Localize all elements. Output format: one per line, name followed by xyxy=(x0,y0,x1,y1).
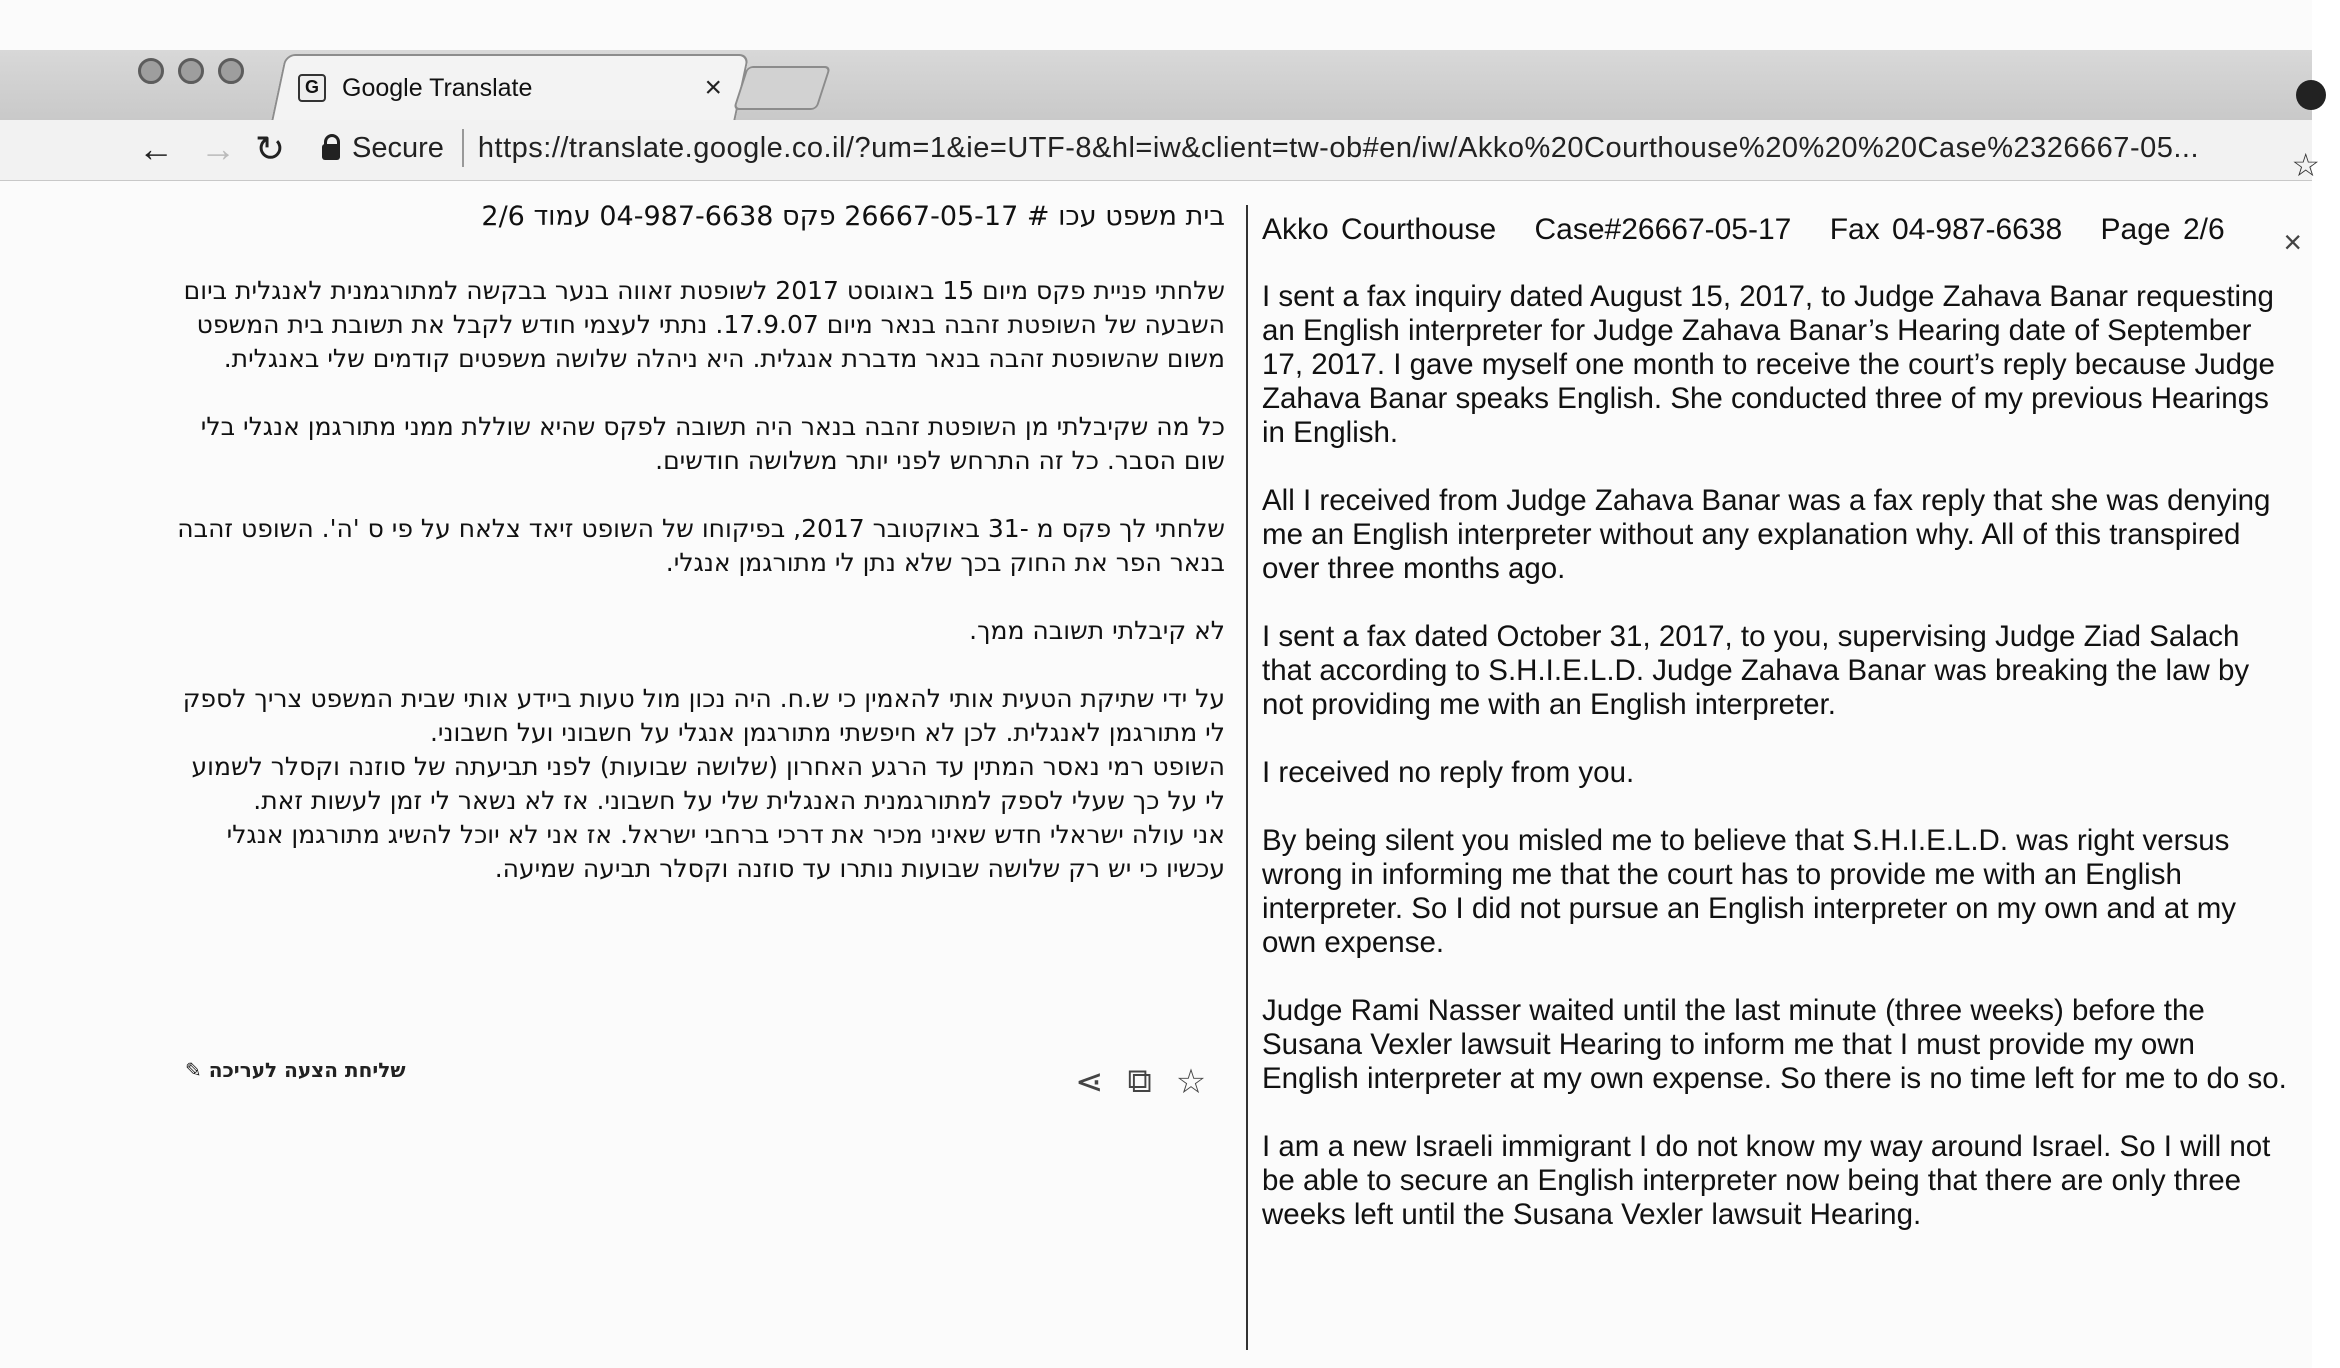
address-separator xyxy=(462,129,464,167)
translation-output-panel xyxy=(175,200,1225,1100)
header-case: Case#26667-05-17 xyxy=(1534,213,1792,246)
english-header xyxy=(1262,210,2302,260)
tab-close-icon[interactable]: × xyxy=(704,71,722,104)
output-actions xyxy=(1075,1062,1206,1102)
english-source-text[interactable] xyxy=(1262,280,2292,1232)
star-icon[interactable]: ☆ xyxy=(1175,1063,1207,1101)
close-window-button[interactable] xyxy=(138,58,164,84)
suggest-edit-link[interactable] xyxy=(185,1058,406,1082)
profile-icon[interactable] xyxy=(2296,80,2326,110)
zoom-window-button[interactable] xyxy=(218,58,244,84)
back-icon[interactable]: ← xyxy=(138,128,174,169)
header-court: Akko Courthouse xyxy=(1262,213,1497,246)
copy-icon[interactable]: ⧉ xyxy=(1127,1062,1152,1100)
english-paragraph-1: I sent a fax inquiry dated August 15, 2017, to Judge Zahava Banar requesting an English interpreter for Judge Zahava Banar’s Hearing date of September 17, 2017. I gave myself one month to receive the court’s reply because Judge Zahava Banar speaks English. She conducted three of my previous Hearings in English. xyxy=(1262,280,2275,449)
active-tab[interactable] xyxy=(296,58,736,118)
reload-icon[interactable]: ↻ xyxy=(254,128,286,169)
english-paragraph-3: I sent a fax dated October 31, 2017, to you, supervising Judge Ziad Salach that according to S.H.I.E.L.D. Judge Zahava Banar was breaking the law by not providing me with an English interpreter. xyxy=(1262,620,2250,721)
suggest-edit-label: שליחת הצעה לעריכה xyxy=(208,1058,406,1082)
source-input-panel[interactable] xyxy=(1262,210,2302,1340)
hebrew-paragraph-1: שלחתי פניית פקס מיום 15 באוגוסט 2017 לשופטת זאווה בנער בבקשה למתורגמנית לאנגלית ביום השבעה של השופטת זהבה בנאר מיום 17.9.07. נתתי לעצמי חודש לקבל את תשובת בית המשפט משום שהשופטת זהבה בנאר מדברת אנגלית. היא ניהלה שלושה משפטים קודמים שלי באנגלית. xyxy=(183,276,1225,373)
bookmark-star-icon[interactable]: ☆ xyxy=(2291,147,2320,183)
hebrew-translation-text xyxy=(175,200,1225,886)
minimize-window-button[interactable] xyxy=(178,58,204,84)
english-paragraph-7: I am a new Israeli immigrant I do not know my way around Israel. So I will not be able to secure an English interpreter now being that there are only three weeks left until the Susana Vexler lawsuit Hearing. xyxy=(1262,1130,2271,1231)
forward-icon[interactable]: → xyxy=(200,128,236,169)
english-paragraph-4: I received no reply from you. xyxy=(1262,756,1635,789)
panel-divider xyxy=(1246,205,1248,1350)
tab-title: Google Translate xyxy=(342,73,533,102)
pencil-icon: ✎ xyxy=(185,1058,202,1082)
hebrew-paragraph-2: כל מה שקיבלתי מן השופטת זהבה בנאר היה תשובה לפקס שהיא שוללת ממני מתורגמן אנגלי בלי שום הסבר. כל זה התרחש לפני יותר משלושה חודשים. xyxy=(200,412,1225,475)
window-controls xyxy=(138,58,244,84)
header-fax: Fax 04-987-6638 xyxy=(1829,213,2063,246)
url-text[interactable]: https://translate.google.co.il/?um=1&ie=UTF-8&hl=iw&client=tw-ob#en/iw/Akko%20Courthouse%20%20%20Case%2326667-05... xyxy=(477,131,2200,164)
new-tab-button[interactable] xyxy=(733,66,831,110)
google-translate-favicon-icon: G xyxy=(298,74,326,102)
clear-text-icon[interactable]: × xyxy=(2283,224,2302,260)
header-page: Page 2/6 xyxy=(2100,213,2225,246)
lock-icon xyxy=(322,144,340,160)
hebrew-paragraph-6: השופט רמי נאסר המתין עד הרגע האחרון (שלושה שבועות) לפני תביעתה של סוזנה וקסלר לשמוע לי על כך שעלי לספק למתורגמנית האנגלית שלי על חשבוני. אז לא נשאר לי זמן לעשות זאת. xyxy=(191,752,1225,815)
english-paragraph-6: Judge Rami Nasser waited until the last minute (three weeks) before the Susana Vexler lawsuit Hearing to inform me that I must provide my own English interpreter at my own expense. So there is no time left for me to do so. xyxy=(1262,994,2287,1095)
hebrew-paragraph-4: לא קיבלתי תשובה ממך. xyxy=(969,616,1225,645)
share-icon[interactable]: ⋖ xyxy=(1075,1063,1104,1101)
hebrew-paragraph-7: אני עולה ישראלי חדש שאיני מכיר את דרכי ברחבי ישראל. אז אני לא יוכל להשיג מתורגמן אנגלי עכשיו כי יש רק שלושה שבועות נותרו עד סוזנה וקסלר תביעה שמיעה. xyxy=(226,820,1225,883)
secure-label: Secure xyxy=(352,131,444,164)
english-paragraph-2: All I received from Judge Zahava Banar was a fax reply that she was denying me an English interpreter without any explanation why. All of this transpired over three months ago. xyxy=(1262,484,2271,585)
address-bar[interactable] xyxy=(310,122,2340,174)
hebrew-paragraph-3: שלחתי לך פקס מ -31 באוקטובר 2017, בפיקוחו של השופט זיאד צלאח על פי ס 'ה'. השופט זהבה בנאר הפר את החוק בכך שלא נתן לי מתורגמן אנגלי. xyxy=(177,514,1225,577)
english-paragraph-5: By being silent you misled me to believe that S.H.I.E.L.D. was right versus wrong in informing me that the court has to provide me with an English interpreter. So I did not pursue an English interpreter on my own and at my own expense. xyxy=(1262,824,2237,959)
hebrew-paragraph-5: על ידי שתיקת הטעית אותי להאמין כי ש.ח. היה נכון מול טעות ביידע אותי שבית המשפט צריך לספק לי מתורגמן לאנגלית. לכן לא חיפשתי מתורגמן אנגלי על חשבוני ועל חשבוני. xyxy=(182,684,1225,747)
hebrew-header: בית משפט עכו # 26667-05-17 פקס 04-987-6638 עמוד 2/6 xyxy=(481,201,1225,232)
